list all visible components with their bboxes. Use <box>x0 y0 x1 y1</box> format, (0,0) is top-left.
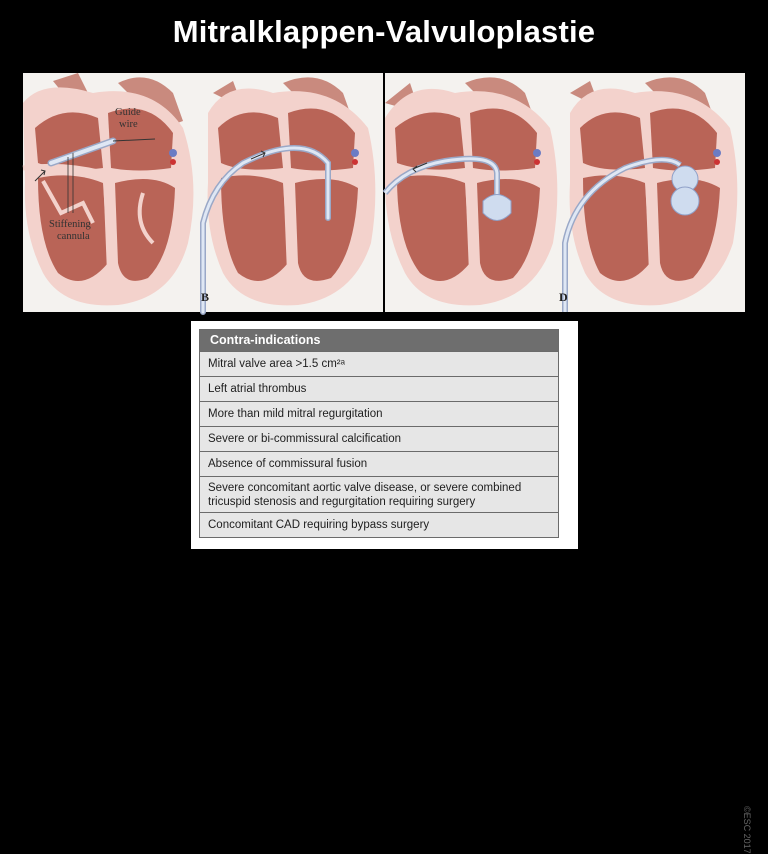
illustration-panel-c <box>385 73 565 312</box>
slide-title: Mitralklappen-Valvuloplastie <box>172 14 596 49</box>
heart-illustration-d <box>559 73 745 312</box>
table-row-line: Severe concomitant aortic valve disease, or severe combined <box>208 482 522 494</box>
guide-wire-label: Guide <box>115 107 141 118</box>
stiffening-cannula-label: Stiffening <box>49 219 91 230</box>
panel-label-b: B <box>201 290 210 304</box>
table-row: Left atrial thrombus <box>200 376 558 401</box>
heart-illustration-c <box>385 73 565 312</box>
table-row: More than mild mitral regurgitation <box>200 401 558 426</box>
guide-wire-label-2: wire <box>119 119 138 130</box>
illustration-panel-a <box>23 73 203 312</box>
heart-illustration-a <box>23 73 203 312</box>
table-row: Absence of commissural fusion <box>200 451 558 476</box>
heart-illustration-b <box>203 73 383 312</box>
illustration-panel-b <box>203 73 383 312</box>
table-row: Concomitant CAD requiring bypass surgery <box>200 512 558 537</box>
table-row <box>200 476 558 512</box>
table-row: Severe or bi-commissural calcification <box>200 426 558 451</box>
table-row: Mitral valve area >1.5 cm²ᵃ <box>200 351 558 376</box>
stiffening-cannula-label-2: cannula <box>57 231 90 242</box>
illustration-panel-d <box>559 73 745 312</box>
table-header: Contra-indications <box>200 330 558 351</box>
table-row-line: tricuspid stenosis and regurgitation requiring surgery <box>208 496 476 508</box>
contraindications-table: Contra-indications Mitral valve area >1.5 cm²ᵃ Left atrial thrombus More than mild mitral regurgitation Severe or bi-commissural calcification Absence of commissural fusion Severe concomitant aortic valve disease, or severe combined tricuspid stenosis and regurgitation requiring surgery Concomitant CAD requiring bypass surgery ©ESC 2017 <box>191 321 578 549</box>
panel-label-d: D <box>559 290 568 304</box>
